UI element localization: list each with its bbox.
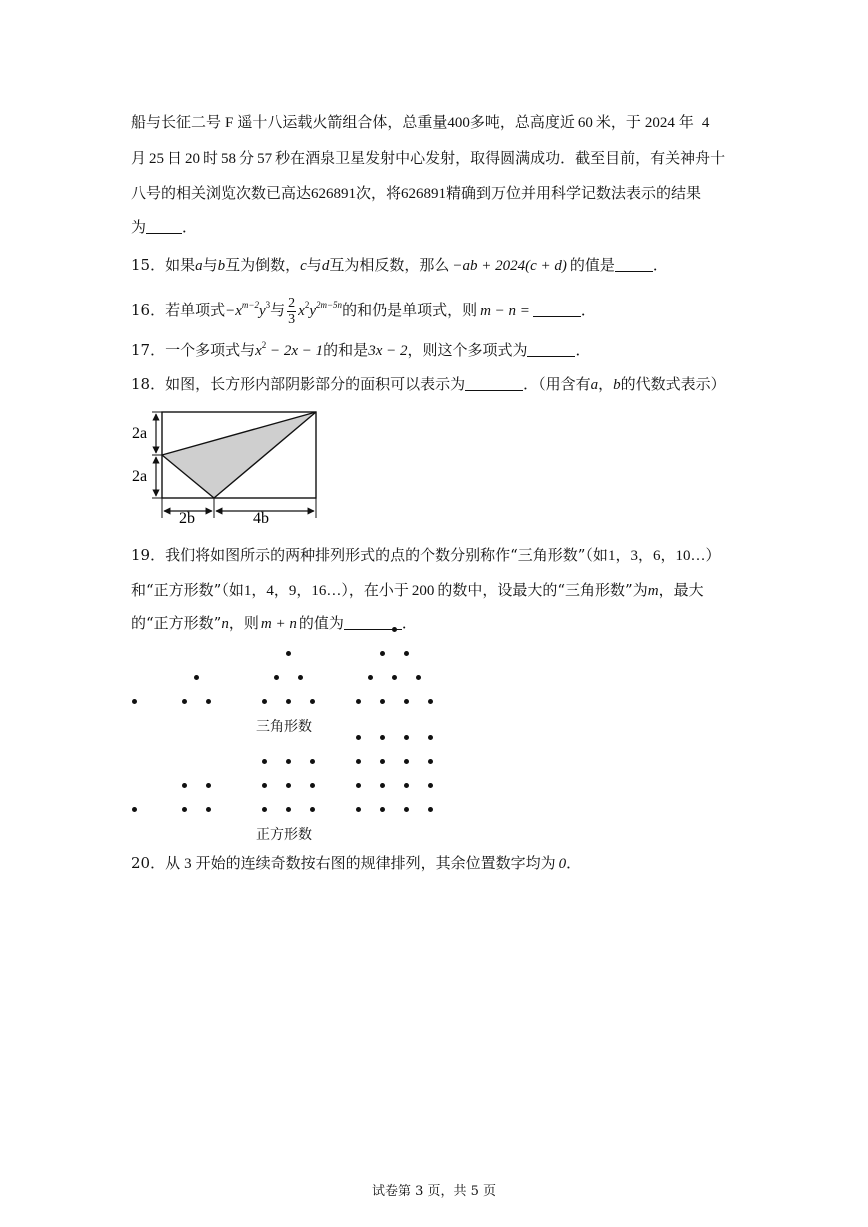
expression: m + n: [260, 616, 297, 632]
text: 20．从: [131, 854, 181, 872]
text: x: [255, 343, 262, 359]
text: 的“正方形数”: [131, 614, 222, 632]
dot: [380, 699, 385, 704]
dot: [356, 759, 361, 764]
text: ．: [652, 256, 668, 274]
dot: [392, 675, 397, 680]
text: 16．若单项式: [131, 301, 226, 319]
dot: [262, 807, 267, 812]
text: ，则这个多项式为: [407, 341, 528, 359]
text: 3: [184, 856, 192, 872]
text: 遥十八运载火箭组合体，总重量: [237, 113, 448, 131]
dot: [274, 675, 279, 680]
text: 60: [577, 115, 593, 131]
text: d: [321, 258, 330, 274]
dot: [132, 807, 137, 812]
dot: [380, 783, 385, 788]
dot: [428, 759, 433, 764]
text: ．（用含有: [523, 375, 591, 393]
dot: [310, 807, 315, 812]
dot: [194, 675, 199, 680]
text: 的和是: [323, 341, 369, 359]
text: 日: [167, 149, 183, 167]
text: ），在小于: [341, 581, 409, 599]
text: 3x − 2: [368, 343, 408, 359]
text: 与: [306, 256, 322, 274]
text: b: [217, 258, 226, 274]
question-19-line-2: [131, 579, 704, 602]
text: b: [613, 377, 621, 393]
label-4b: 4b: [253, 510, 269, 524]
question-19-line-3: [131, 612, 417, 635]
dot: [380, 735, 385, 740]
text: a: [590, 377, 599, 393]
dot: [262, 783, 267, 788]
text: n: [221, 616, 229, 632]
dot: [428, 807, 433, 812]
dot: [310, 759, 315, 764]
page-footer: 试卷第 3 页，共 5 页: [371, 1184, 497, 1199]
dot: [286, 699, 291, 704]
text: 年: [678, 113, 694, 131]
dot: [428, 735, 433, 740]
text: 2: [261, 340, 267, 350]
text: 开始的连续奇数按右图的规律排列，其余位置数字均为: [195, 854, 556, 872]
text: y: [309, 303, 316, 319]
text: 17．一个多项式与: [131, 341, 256, 359]
text: c: [300, 258, 307, 274]
dot: [368, 675, 373, 680]
text: 八号的相关浏览次数已高达: [131, 184, 312, 202]
text: y: [258, 303, 266, 319]
dot: [404, 651, 409, 656]
fraction: [287, 296, 296, 327]
text: 时: [203, 149, 219, 167]
text: 次，将: [356, 184, 402, 202]
text: 分: [239, 149, 255, 167]
text: 的值是: [569, 256, 615, 274]
dot: [356, 783, 361, 788]
text: ，最大: [658, 581, 704, 599]
dot: [286, 759, 291, 764]
text: ，: [598, 375, 614, 393]
fraction-denominator: 3: [288, 311, 296, 327]
dot: [286, 651, 291, 656]
text: F: [225, 115, 234, 131]
text: 秒在酒泉卫星发射中心发射，取得圆满成功．截至目前，有关神舟十: [275, 149, 726, 167]
text: 626891: [401, 186, 447, 202]
question-17: [131, 339, 591, 362]
dot: [310, 783, 315, 788]
text: 2: [304, 300, 310, 310]
expression: m − n =: [480, 303, 530, 319]
text: 25: [149, 151, 165, 167]
dot: [404, 699, 409, 704]
dot: [132, 699, 137, 704]
intro-line-3: [131, 182, 701, 205]
shaded-triangle: [162, 412, 316, 498]
text: 与: [270, 301, 286, 319]
fraction-numerator: 2: [288, 295, 296, 311]
dot: [206, 807, 211, 812]
dot: [404, 759, 409, 764]
dot: [404, 735, 409, 740]
text: 的数中，设最大的“三角形数”为: [437, 581, 648, 599]
text: ，则: [228, 614, 259, 632]
text: ．: [580, 301, 596, 319]
text: ．: [575, 341, 591, 359]
dot: [380, 807, 385, 812]
text: 18．如图，长方形内部阴影部分的面积可以表示为: [131, 375, 466, 393]
dot: [206, 699, 211, 704]
text: x: [298, 303, 305, 319]
text: 的和仍是单项式，则: [342, 301, 478, 319]
text: 20: [185, 151, 201, 167]
text: 2024: [644, 115, 675, 131]
text: 为: [131, 218, 147, 236]
dot: [182, 783, 187, 788]
answer-blank: [615, 257, 653, 272]
dot: [262, 699, 267, 704]
text: −x: [225, 303, 242, 319]
text: 1，4，9，16…: [243, 583, 342, 599]
text: 3: [265, 300, 271, 310]
text: ）: [705, 546, 721, 564]
text: ．: [566, 854, 582, 872]
label-2a-top: 2a: [132, 425, 148, 442]
caption-square-numbers: 正方形数: [256, 827, 312, 843]
dot: [310, 699, 315, 704]
text: 的代数式表示）: [620, 375, 726, 393]
dot: [404, 807, 409, 812]
question-18: [131, 373, 726, 396]
text: 200: [411, 583, 435, 599]
text: a: [195, 258, 203, 274]
dot: [428, 699, 433, 704]
text: 船与长征二号: [131, 113, 222, 131]
text: m−2: [241, 300, 259, 310]
text: 的值为: [298, 614, 344, 632]
text: 19．我们将如图所示的两种排列形式的点的个数分别称作“三角形数”（如: [131, 546, 608, 564]
expression: −ab + 2024(c + d): [452, 258, 567, 274]
text: 互为倒数，: [225, 256, 301, 274]
dot: [356, 699, 361, 704]
dot: [356, 735, 361, 740]
text: ．: [182, 218, 198, 236]
text: 0: [558, 856, 567, 872]
text: m: [647, 583, 659, 599]
dot: [298, 675, 303, 680]
answer-blank: [146, 219, 182, 234]
dot: [356, 807, 361, 812]
text: − 2x − 1: [266, 343, 324, 359]
intro-line-4: [131, 216, 197, 238]
dot: [286, 783, 291, 788]
dot: [380, 651, 385, 656]
text: 58: [221, 151, 237, 167]
text: 626891: [311, 186, 357, 202]
text: 互为相反数，那么: [329, 256, 450, 274]
answer-blank: [465, 376, 523, 391]
label-2b: 2b: [179, 510, 195, 524]
question-15: [131, 254, 668, 277]
caption-triangle-numbers: 三角形数: [256, 719, 312, 735]
text: 4: [701, 115, 710, 131]
text: 和“正方形数”（如: [131, 581, 244, 599]
dot: [428, 783, 433, 788]
text: 1，3，6，10…: [607, 548, 706, 564]
text: 400: [447, 115, 470, 131]
text: 多吨，总高度近: [469, 113, 575, 131]
text: 与: [202, 256, 218, 274]
intro-line-1: [131, 111, 709, 134]
label-2a-bottom: 2a: [132, 468, 148, 485]
dot: [392, 627, 397, 632]
rectangle-figure: [126, 404, 326, 524]
dot: [182, 699, 187, 704]
question-20: [131, 852, 581, 875]
answer-blank: [533, 302, 581, 317]
text: 57: [257, 151, 273, 167]
intro-line-2: [131, 147, 725, 170]
text: 月: [131, 149, 147, 167]
dot: [286, 807, 291, 812]
question-16: [131, 293, 596, 328]
dot: [182, 807, 187, 812]
dot: [404, 783, 409, 788]
question-19-line-1: [131, 544, 720, 567]
text: 2m−5n: [315, 300, 343, 310]
text: 米，于: [595, 113, 641, 131]
text: 精确到万位并用科学记数法表示的结果: [446, 184, 702, 202]
text: ．: [401, 614, 417, 632]
dot: [380, 759, 385, 764]
dot: [206, 783, 211, 788]
dot: [416, 675, 421, 680]
text: 15．如果: [131, 256, 196, 274]
dot: [262, 759, 267, 764]
answer-blank: [527, 342, 575, 357]
